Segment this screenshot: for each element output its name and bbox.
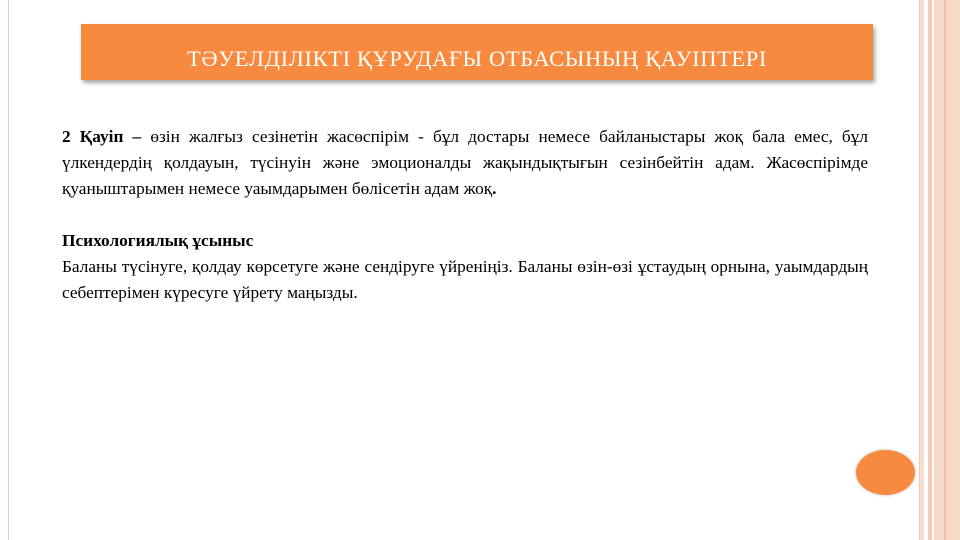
advice-heading: Психологиялық ұсыныс <box>62 231 254 250</box>
decor-stripe <box>934 0 960 540</box>
decor-stripe <box>928 0 932 540</box>
risk-label: 2 Қауіп – <box>62 127 142 146</box>
slide-title: ТӘУЕЛДІЛІКТІ ҚҰРУДАҒЫ ОТБАСЫНЫҢ ҚАУІПТЕРІ <box>187 46 767 71</box>
decor-circle <box>856 450 915 495</box>
risk-text: өзін жалғыз сезінетін жасөспірім - бұл достары немесе байланыстары жоқ бала емес, бұл үлкендердің қолдауын, түсінуін және эмоционалды жақындықтығын сезінбейтін адам. Жасөспірімде қуаныштарымен немесе уаымдарымен бөлісетін адам жоқ <box>62 127 868 198</box>
slide-body <box>62 124 868 306</box>
title-banner <box>81 24 873 80</box>
advice-paragraph: Баланы түсінуге, қолдау көрсетуге және сендіруге үйреніңіз. Баланы өзін-өзі ұстаудың орнына, уаымдардың себептерімен күресуге үйрету маңызды. <box>62 257 868 302</box>
decor-stripe <box>944 0 946 540</box>
risk-paragraph <box>62 124 868 202</box>
risk-end: . <box>492 179 497 198</box>
decor-stripe <box>920 0 924 540</box>
